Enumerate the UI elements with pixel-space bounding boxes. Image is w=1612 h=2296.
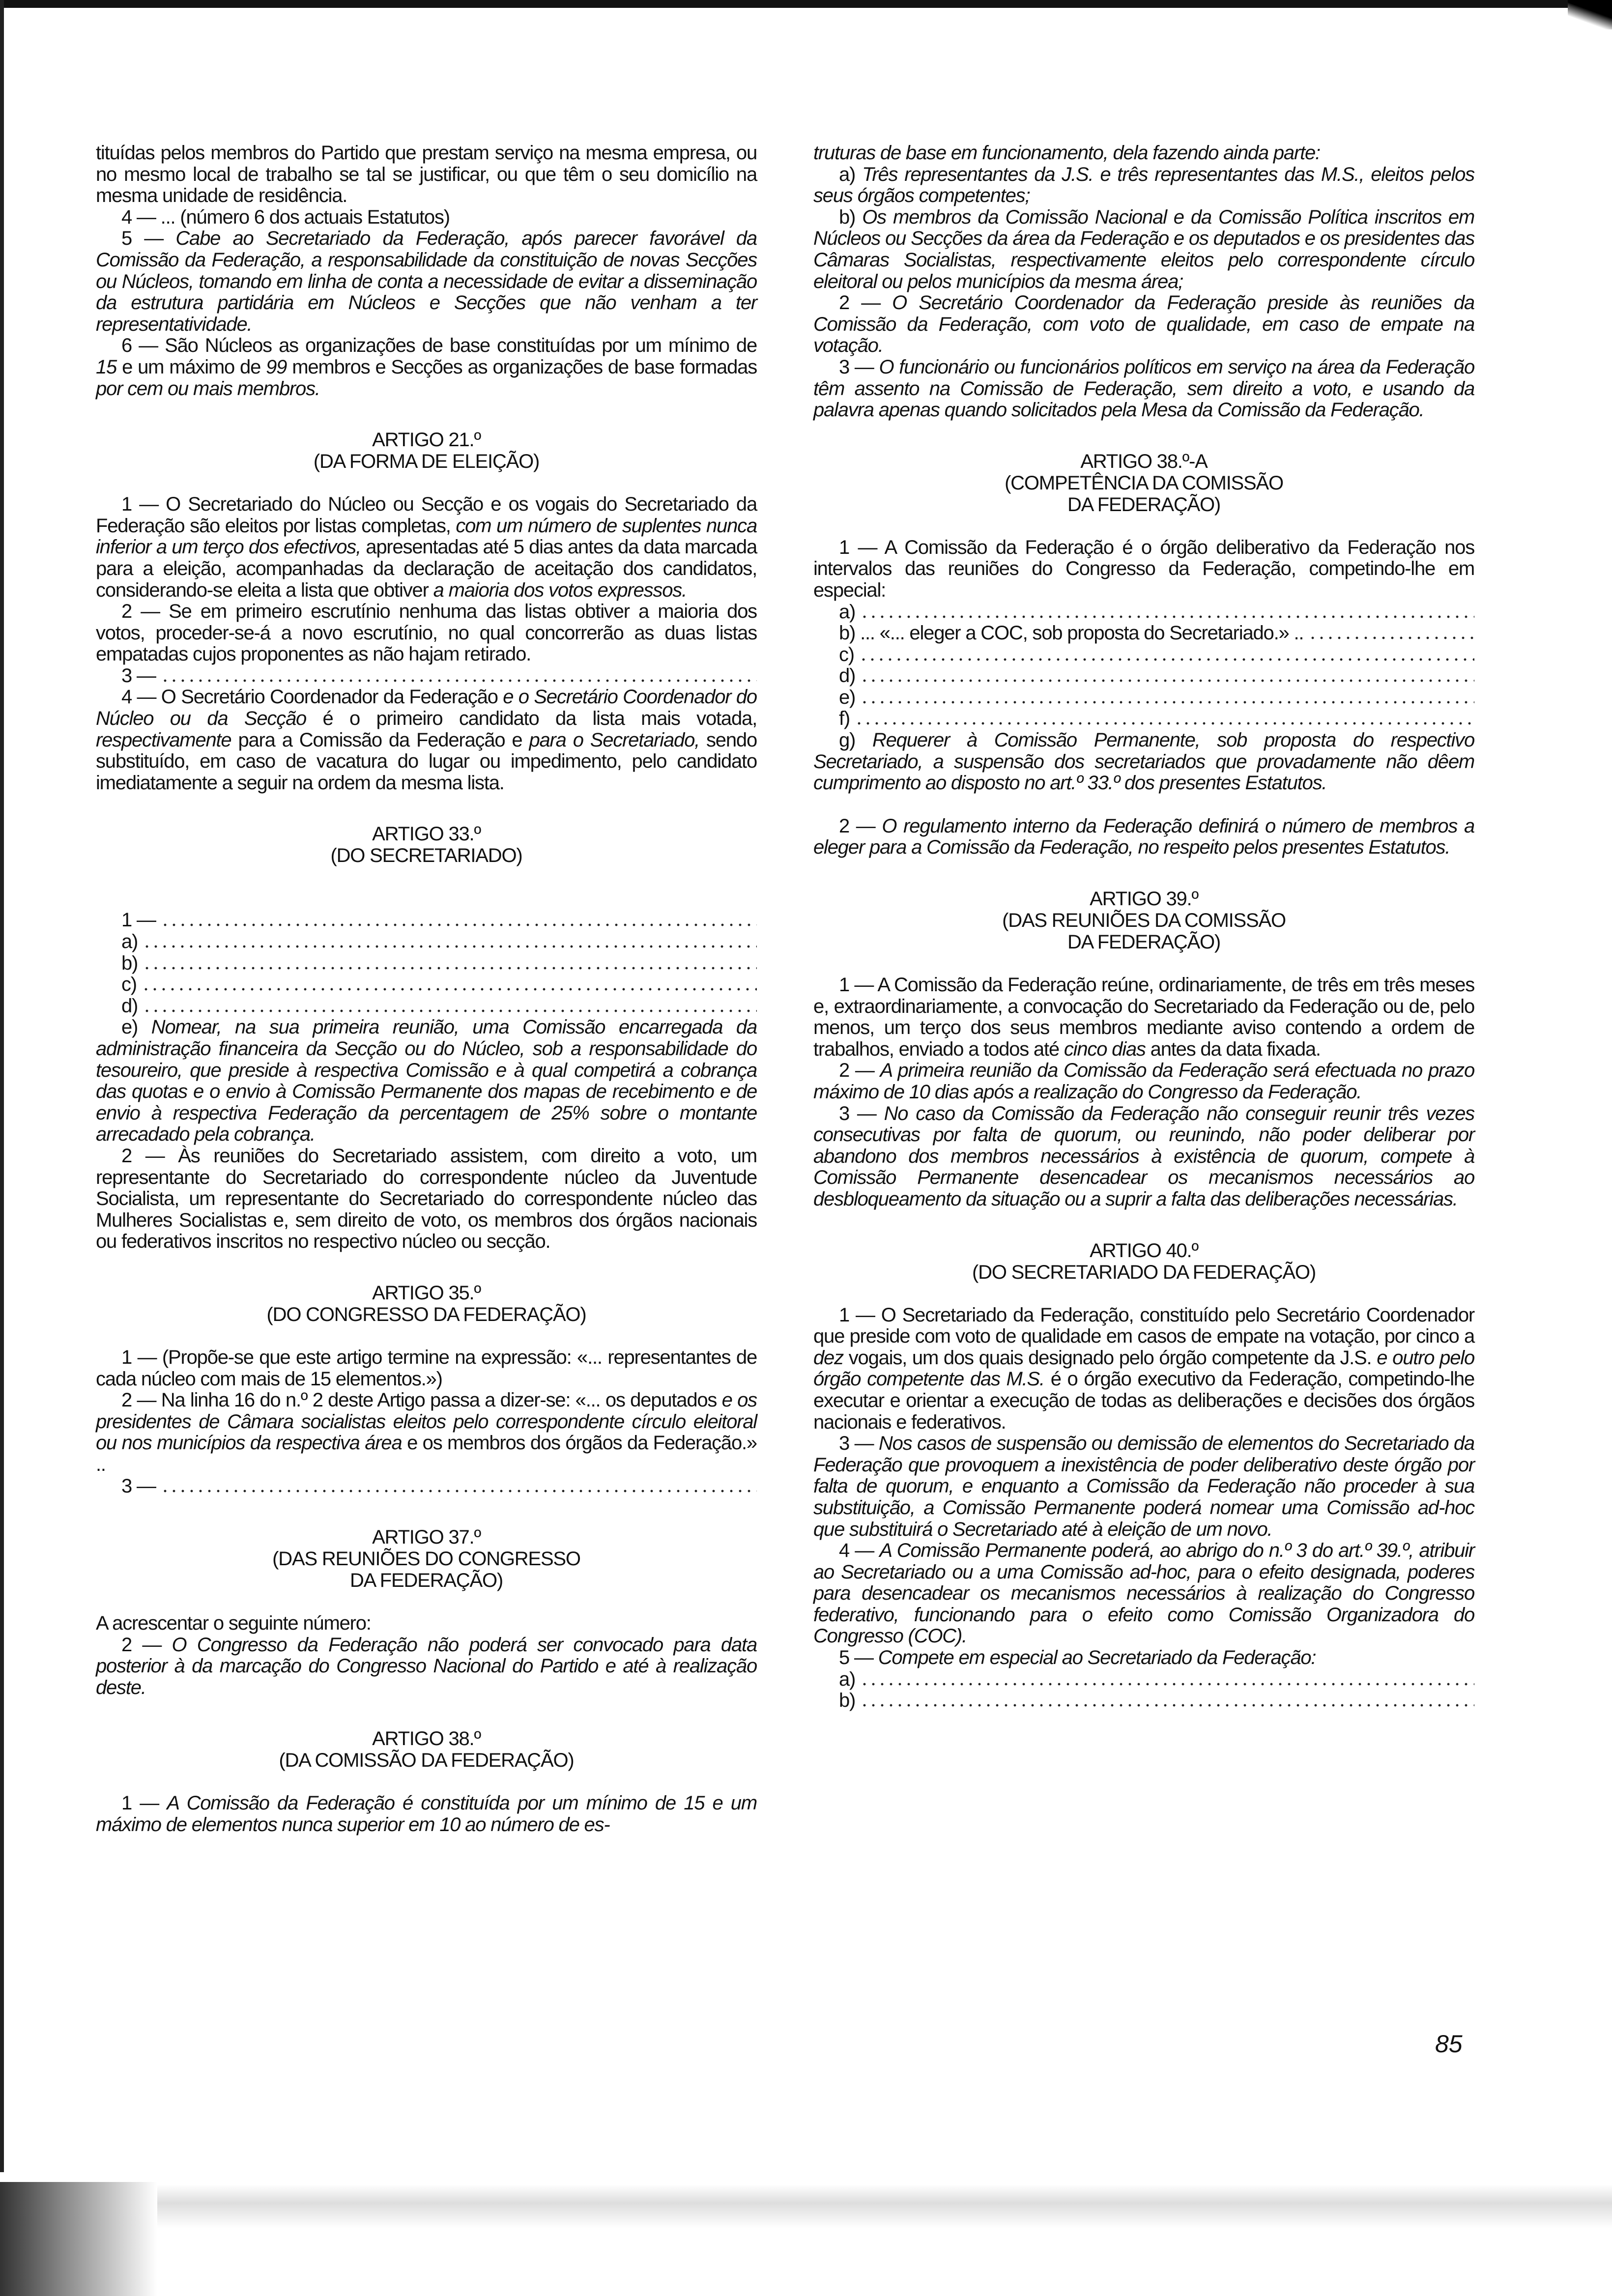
paragraph [96,1613,757,1635]
scan-corner-shadow [1568,0,1612,29]
text: 2 — Na linha 16 do n.º 2 deste Artigo passa a dizer-se: «... os deputados [121,1389,722,1411]
dot-leader [860,1704,1474,1707]
dot-leader [860,615,1474,618]
dot-leader [860,679,1474,682]
italic-text: com um número de suplentes nunca inferior a um terço dos efectivos, [96,515,757,558]
paragraph [96,143,757,207]
scan-bottom-left-shadow [0,2182,157,2296]
omitted-item [96,1476,757,1497]
text: 5 — [839,1647,878,1669]
article-title: (DAS REUNIÕES DA COMISSÃO [1002,910,1286,932]
item-label: d) [839,665,856,687]
article-title: DA FEDERAÇÃO) [349,1570,503,1592]
item-label: b) ... «... eleger a COC, sob proposta do Secretariado.» .. [839,622,1304,644]
text: sendo substituído, em caso de vacatura do lugar ou impedimento, pelo candidato imediatamente a seguir na ordem da mesma lista. [96,729,757,794]
paragraph [813,1433,1474,1540]
text: 2 — [839,815,882,837]
italic-text: respectivamente [96,729,231,751]
text: e um máximo de [116,356,266,378]
italic-text: por cem ou mais membros. [96,377,320,400]
article-number: ARTIGO 38.º-A [1080,450,1208,472]
italic-text: dez [813,1347,843,1369]
italic-text: Cabe ao Secretariado da Federação, após parecer favorável da Comissão da Federação, a responsabilidade da constituição de novas Secções ou Núcleos, tomando em linha de conta a necessidade de evitar a disseminação da estrutura partidária em Núcleos e Secções que não venham a ter representatividade. [96,228,757,335]
scan-left-edge [0,0,4,2296]
omitted-item [813,665,1474,687]
article-heading [813,1240,1474,1283]
italic-text: No caso da Comissão da Federação não conseguir reunir três vezes consecutivas por falta de quorum, ou reunindo, não poder deliberar por abandono dos membros necessários à existência de quorum, compete à Comissão Permanente desencadear os mecanismos necessários ao desbloqueamento da situação ou a suprir a falta das deliberações necessárias. [813,1102,1474,1210]
italic-text: Nomear, na sua primeira reunião, uma Comissão encarregada da administração financeira da Secção ou do Núcleo, sob a responsabilidade do tesoureiro, que preside à respectiva Comissão e à qual competirá a cobrança das quotas e o envio à Comissão Permanente dos mapas de recebimento e de envio à respectiva Federação da percentagem de 25% sobre o montante arrecadado pela cobrança. [96,1016,757,1146]
article-title: DA FEDERAÇÃO) [1067,493,1221,516]
paragraph [96,494,757,601]
omitted-item [96,910,757,931]
omitted-item [96,665,757,687]
paragraph [813,730,1474,794]
italic-text: truturas de base em funcionamento, dela fazendo ainda parte: [813,142,1320,164]
dot-leader [143,967,757,970]
article-number: ARTIGO 35.º [372,1282,481,1304]
dot-leader [161,1490,757,1492]
paragraph [96,1390,757,1475]
dot-leader [161,679,757,682]
text: 3 — [839,1102,884,1124]
scan-top-border [0,0,1612,8]
text: antes da data fixada. [1145,1038,1321,1060]
item-label: b) [121,952,138,974]
spacer [96,888,757,910]
dot-leader [855,722,1474,725]
paragraph [96,1017,757,1146]
italic-text: 15 [96,356,117,378]
item-label: a) [839,1668,856,1690]
article-heading [96,1526,757,1591]
article-number: ARTIGO 39.º [1090,888,1198,910]
paragraph [813,537,1474,602]
italic-text: A Comissão da Federação é constituída por um mínimo de 15 e um máximo de elementos nunca superior em 10 ao número de es- [96,1792,757,1836]
item-label: c) [839,643,854,665]
text: 1 — (Propõe-se que este artigo termine na expressão: «... representantes de cada núcleo com mais de 15 elementos.») [96,1346,757,1390]
page-number: 85 [1435,2030,1463,2058]
text: 2 — [839,1060,880,1082]
italic-text: A primeira reunião da Comissão da Federação será efectuada no prazo máximo de 10 dias após a realização do Congresso da Federação. [813,1060,1474,1103]
italic-text: O regulamento interno da Federação definirá o número de membros a eleger para a Comissão da Federação, no respeito pelos presentes Estatutos. [813,815,1474,859]
paragraph [813,143,1474,164]
article-heading [96,823,757,866]
article-title: (DO SECRETARIADO DA FEDERAÇÃO) [972,1261,1316,1283]
italic-text: e outro pelo órgão competente das M.S. [813,1347,1474,1390]
italic-text: para o Secretariado, [529,729,700,751]
article-number: ARTIGO 21.º [372,429,481,451]
article-number: ARTIGO 37.º [372,1526,481,1549]
text: g) [839,729,872,751]
text: 4 — ... (número 6 dos actuais Estatutos) [121,206,450,228]
paragraph [813,164,1474,207]
dot-leader [161,923,757,926]
dot-leader [860,701,1474,704]
paragraph [96,335,757,400]
item-label: e) [839,686,856,708]
omitted-item [813,602,1474,623]
text: b) [839,206,863,228]
text: tituídas pelos membros do Partido que prestam serviço na mesma empresa, ou no mesmo local de trabalho se tal se justificar, ou que têm o seu domicílio na mesma unidade de residência. [96,142,757,207]
italic-text: Nos casos de suspensão ou demissão de elementos do Secretariado da Federação que provoquem a inexistência de poder deliberativo deste órgão por falta de quorum, e enquanto a Comissão da Federação não proceder à sua substituição, a Comissão Permanente poderá nomear uma Comissão ad-hoc que substituirá o Secretariado até à eleição de um novo. [813,1433,1474,1540]
text: e) [121,1016,151,1038]
text: a) [839,163,863,185]
text: 1 — O Secretariado do Núcleo ou Secção e os vogais do Secretariado da Federação são eleitos por listas completas, [96,493,757,537]
text: 5 — [121,228,176,250]
article-title: (DO CONGRESSO DA FEDERAÇÃO) [266,1303,586,1325]
omitted-item [96,953,757,975]
text: 3 — [839,356,879,378]
article-heading [96,429,757,472]
article-title: DA FEDERAÇÃO) [1067,931,1221,953]
dot-leader [143,945,757,948]
italic-text: Compete em especial ao Secretariado da Federação: [878,1647,1316,1669]
text: 4 — O Secretário Coordenador da Federação [121,686,503,708]
article-title: (COMPETÊNCIA DA COMISSÃO [1005,472,1283,494]
article-number: ARTIGO 33.º [372,823,481,845]
article-title: (DAS REUNIÕES DO CONGRESSO [272,1548,580,1570]
text: e os membros dos órgãos da Federação.» .. [96,1432,757,1475]
article-number: ARTIGO 38.º [372,1728,481,1750]
italic-text: O Secretário Coordenador da Federação preside às reuniões da Comissão da Federação, com voto de qualidade, em caso de empate na votação. [813,292,1474,357]
italic-text: A Comissão Permanente poderá, ao abrigo do n.º 3 do art.º 39.º, atribuir ao Secretariado ou a uma Comissão ad-hoc, para o efeito designada, poderes para desencadear os mecanismos necessários à realização do Congresso federativo, funcionando para o efeito como Comissão Organizadora do Congresso (COC). [813,1540,1474,1647]
article-heading [813,888,1474,953]
paragraph [96,1793,757,1836]
omitted-item [813,644,1474,666]
omitted-item [813,1669,1474,1691]
paragraph [96,1347,757,1390]
paragraph [813,292,1474,357]
item-label: 3 — [121,1475,156,1497]
italic-text: O Congresso da Federação não poderá ser convocado para data posterior à da marcação do Congresso Nacional do Partido e até à realização deste. [96,1634,757,1698]
dot-leader [1308,636,1474,639]
italic-text: Os membros da Comissão Nacional e da Comissão Política inscritos em Núcleos ou Secções da área da Federação e os deputados e os presidentes das Câmaras Socialistas, respectivamente eleitos pelo correspondente círculo eleitoral ou pelos municípios da mesma área; [813,206,1474,292]
paragraph [813,1540,1474,1647]
text: é o órgão executivo da Federação, competindo-lhe executar e orientar a execução de todas as deliberações e decisões dos órgãos nacionais e federativos. [813,1368,1474,1433]
text: 3 — [839,1433,879,1455]
paragraph [813,357,1474,421]
right-column [813,143,1474,1712]
item-label: a) [121,931,138,953]
text: 1 — A Comissão da Federação é o órgão deliberativo da Federação nos intervalos das reuniões do Congresso da Federação, competindo-lhe em especial: [813,536,1474,601]
item-label: f) [839,708,850,730]
text: 2 — Às reuniões do Secretariado assistem, com direito a voto, um representante do Secretariado do correspondente núcleo da Juventude Socialista, um representante do Secretariado do correspondente núcleo das Mulheres Socialistas e, sem direito de voto, os membros dos órgãos nacionais ou federativos inscritos no respectivo núcleo ou secção. [96,1145,757,1253]
paragraph [813,1647,1474,1669]
spacer [813,794,1474,816]
omitted-item [96,931,757,953]
omitted-item [813,623,1474,644]
paragraph [813,975,1474,1060]
item-label: 1 — [121,909,156,931]
text: vogais, um dos quais designado pelo órgão competente da J.S. [843,1347,1377,1369]
paragraph [96,687,757,794]
italic-text: e o Secretário Coordenador do Núcleo ou da Secção [96,686,757,730]
text: 6 — São Núcleos as organizações de base constituídas por um mínimo de [121,335,757,357]
paragraph [813,1305,1474,1434]
italic-text: a maioria dos votos expressos. [433,579,687,601]
item-label: c) [121,974,137,996]
omitted-item [96,974,757,996]
paragraph [96,228,757,335]
text: é o primeiro candidato da lista mais votada, [306,708,757,730]
scan-bottom-shadow [0,2172,1612,2296]
article-heading [96,1728,757,1771]
italic-text: Três representantes da J.S. e três representantes das M.S., eleitos pelos seus órgãos competentes; [813,163,1474,207]
article-heading [813,451,1474,516]
text: 1 — O Secretariado da Federação, constituído pelo Secretário Coordenador que preside com voto de qualidade em casos de empate na votação, por cinco a [813,1304,1474,1348]
article-title: (DA COMISSÃO DA FEDERAÇÃO) [279,1750,574,1772]
omitted-item [813,708,1474,730]
text: 1 — A Comissão da Federação reúne, ordinariamente, de três em três meses e, extraordinariamente, a convocação do Secretariado da Federação ou de, pelo menos, um terço dos seus membros mediante aviso contendo a ordem de trabalhos, enviado a todos até [813,974,1474,1060]
article-heading [96,1282,757,1325]
italic-text: O funcionário ou funcionários políticos em serviço na área da Federação têm assento na Comissão de Federação, sem direito a voto, e usando da palavra apenas quando solicitados pela Mesa da Comissão da Federação. [813,356,1474,421]
italic-text: e os presidentes de Câmara socialistas eleitos pelo correspondente círculo eleitoral ou nos municípios da respectiva área [96,1389,757,1454]
paragraph [96,601,757,665]
item-label: d) [121,995,138,1017]
italic-text: Requerer à Comissão Permanente, sob proposta do respectivo Secretariado, a suspensão dos secretariados que provadamente não dêem cumprimento ao disposto no art.º 33.º dos presentes Estatutos. [813,729,1474,794]
text: 2 — [121,1634,172,1656]
text: apresentadas até 5 dias antes da data marcada para a eleição, acompanhadas da declaração de aceitação dos candidatos, considerando-se eleita a lista que obtiver [96,536,757,601]
paragraph [96,1146,757,1253]
item-label: a) [839,601,856,623]
item-label: 3 — [121,664,156,687]
text: membros e Secções as organizações de base formadas [287,356,757,378]
omitted-item [813,687,1474,709]
omitted-item [813,1690,1474,1712]
omitted-item [96,996,757,1017]
dot-leader [143,1009,757,1012]
paragraph [813,1060,1474,1103]
text: para a Comissão da Federação e [231,729,529,751]
dot-leader [860,1683,1474,1686]
paragraph [813,1103,1474,1210]
text: 2 — [839,292,892,314]
article-title: (DO SECRETARIADO) [330,845,522,867]
item-label: b) [839,1690,856,1712]
text: 2 — Se em primeiro escrutínio nenhuma das listas obtiver a maioria dos votos, proceder-se-á a novo escrutínio, no qual concorrerão as duas listas empatadas cujos proponentes as não hajam retirado. [96,601,757,665]
dot-leader [859,658,1474,661]
dot-leader [142,988,757,991]
italic-text: cinco dias [1064,1038,1146,1060]
text: A acrescentar o seguinte número: [96,1612,371,1635]
italic-text: 99 [266,356,287,378]
paragraph [813,816,1474,859]
paragraph [96,1635,757,1699]
left-column [96,143,757,1836]
paragraph [813,207,1474,292]
article-number: ARTIGO 40.º [1090,1239,1198,1262]
article-title: (DA FORMA DE ELEIÇÃO) [313,451,540,473]
text: 1 — [121,1792,167,1814]
paragraph [96,207,757,229]
text: 4 — [839,1540,880,1562]
